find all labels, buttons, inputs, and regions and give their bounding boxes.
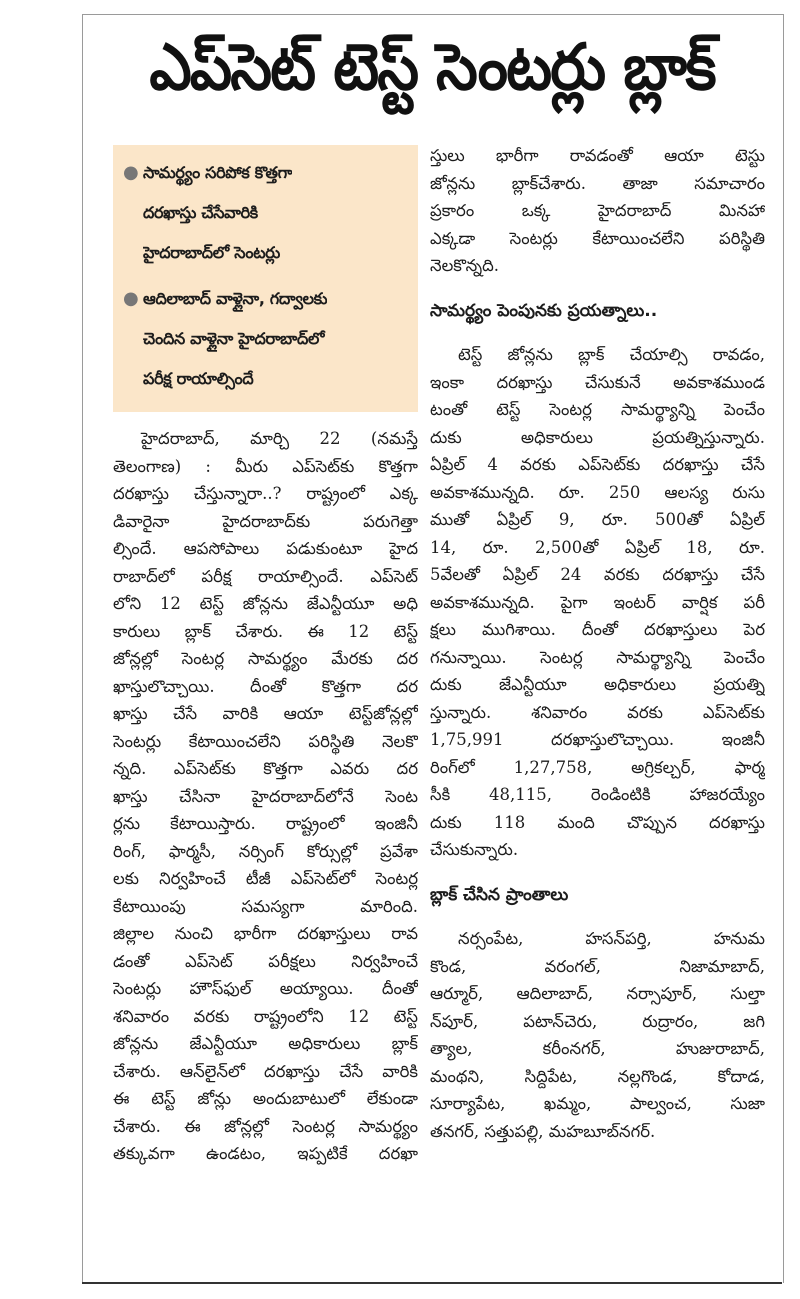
text-line: 1,75,991 దరఖాస్తులొచ్చాయి. ఇంజినీ [430,730,765,749]
text-line: కేటాయింపు సమస్యగా మారింది. [113,896,418,916]
text-line: న్నది. ఎప్‌సెట్‌కు కొత్తగా ఎవరు దర [113,759,418,778]
text-line: ఖాస్తు చేసే వారికి ఆయా టెస్ట్‌జోన్లల్లో [113,704,418,723]
left-column [113,425,418,1168]
text-line: నర్సంపేట, హసన్‌పర్తి, హనుమ [458,929,765,948]
text-line: తనగర్, సత్తుపల్లి, మహబూబ్‌నగర్. [430,1121,656,1141]
right-mid-paragraph [430,341,765,864]
text-line: ల్సిందే. ఆపసోపాలు పడుకుంటూ హైద [113,539,418,558]
text-line: జోన్లను జేఎన్టీయూ అధికారులు బ్లాక్ [113,1034,418,1053]
text-line: ఆర్మూర్, ఆదిలాబాద్, నర్సాపూర్, సుల్తా [430,984,765,1003]
bullet-icon: ● [123,162,139,183]
highlight-line: చెందిన వాళ్లైనా హైదరాబాద్‌లో [143,329,325,348]
text-line: కారులు బ్లాక్ చేశారు. ఈ 12 టెస్ట్ [113,621,418,641]
bottom-rule [82,1282,782,1284]
text-line: ప్రకారం ఒక్క హైదరాబాద్ మినహా [430,201,765,220]
text-line: ఖాస్తులొచ్చాయి. దీంతో కొత్తగా దర [113,676,418,696]
text-line: ఏప్రిల్ 4 వరకు ఎప్‌సెట్‌కు దరఖాస్తు చేసే [430,455,765,474]
text-line: ఇంకా దరఖాస్తు చేసుకునే అవకాశముండ [430,372,765,392]
subheading-blocked-areas: బ్లాక్ చేసిన ప్రాంతాలు [430,884,569,905]
text-line: రింగ్‌లో 1,27,758, అగ్రికల్చర్, ఫార్మ [430,757,765,777]
text-line: తెలంగాణ) : మీరు ఎప్‌సెట్‌కు కొత్తగా [113,456,418,476]
highlight-item [123,153,408,273]
text-line: జోన్లను బ్లాక్‌చేశారు. తాజా సమాచారం [430,173,765,193]
highlight-line: దరఖాస్తు చేసేవారికి [143,203,258,222]
text-line: నెలకొన్నది. [430,256,499,275]
text-line: మంథని, సిద్దిపేట, నల్లగొండ, కోదాడ, [430,1066,765,1086]
highlight-line: హైదరాబాద్‌లో సెంటర్లు [143,243,281,262]
highlight-box [113,145,418,412]
text-line: చేశారు. ఈ జోన్లల్లో సెంటర్ల సామర్థ్యం [113,1116,418,1136]
text-line: టంతో టెస్ట్ సెంటర్ల సామర్థ్యాన్ని పెంచేం [430,400,765,419]
text-line: గనున్నాయి. సెంటర్ల సామర్థ్యాన్ని పెంచేం [430,647,765,667]
text-line: ఎక్కడా సెంటర్లు కేటాయించలేని పరిస్థితి [430,228,765,248]
text-line: చేశారు. ఆన్‌లైన్‌లో దరఖాస్తు చేసే వారికి [113,1061,418,1081]
text-line: దుకు 118 మంది చొప్పున దరఖాస్తు [430,812,765,832]
right-bottom-paragraph [430,925,765,1145]
text-line: అవకాశమున్నది. పైగా ఇంటర్ వార్షిక పరీ [430,592,765,612]
highlight-item [123,279,408,399]
text-line: జోన్లల్లో సెంటర్ల సామర్థ్యం మేరకు దర [113,649,418,668]
highlight-line: సామర్థ్యం సరిపోక కొత్తగా [143,163,293,182]
highlight-line: పరీక్ష రాయాల్సిందే [143,369,254,388]
text-line: స్తులు భారీగా రావడంతో ఆయా టెస్టు [430,146,765,165]
text-line: క్షలు ముగిశాయి. దీంతో దరఖాస్తులు పెర [430,620,765,639]
text-line: లకు నిర్వహించే టీజీ ఎప్‌సెట్‌లో సెంటర్ల [113,869,418,888]
text-line: ఈ టెస్ట్ జోన్లు అందుబాటులో లేకుండా [113,1089,418,1108]
text-line: సెంటర్లు హౌస్‌ఫుల్ అయ్యాయి. దీంతో [113,979,418,998]
text-line: శనివారం వరకు రాష్ట్రంలోని 12 టెస్ట్ [113,1006,418,1026]
text-line: స్తున్నారు. శనివారం వరకు ఎప్‌సెట్‌కు [430,702,765,722]
text-line: టెస్ట్ జోన్లను బ్లాక్ చేయాల్సి రావడం, [458,345,765,364]
headline: ఎప్‌సెట్ టెస్ట్ సెంటర్లు బ్లాక్ [149,30,715,105]
text-line: సెంటర్లు కేటాయించలేని పరిస్థితి నెలకొ [113,731,418,751]
text-line: ముతో ఏప్రిల్ 9, రూ. 500తో ఏప్రిల్ [430,510,765,529]
text-line: సీకి 48,115, రెండింటికి హాజరయ్యేం [430,785,765,804]
text-line: చేసుకున్నారు. [430,840,519,859]
text-line: జిల్లాల నుంచి భారీగా దరఖాస్తులు రావ [113,924,418,943]
subheading-efforts: సామర్థ్యం పెంపునకు ప్రయత్నాలు.. [430,300,658,321]
text-line: అవకాశమున్నది. రూ. 250 ఆలస్య రుసు [430,482,765,502]
right-top-paragraph [430,142,765,280]
highlight-line: ఆదిలాబాద్ వాళ్లైనా, గద్వాలకు [143,289,328,308]
text-line: రాబాద్‌లో పరీక్ష రాయాల్సిందే. ఎప్‌సెట్ [113,566,418,586]
text-line: 14, రూ. 2,500తో ఏప్రిల్ 18, రూ. [430,537,765,557]
text-line: తక్కువగా ఉండటం, ఇప్పటికే దరఖా [113,1144,418,1163]
right-column [430,142,765,1145]
text-line: దుకు జేఎన్టీయూ అధికారులు ప్రయత్ని [430,675,765,694]
text-line: డంతో ఎప్‌సెట్ పరీక్షలు నిర్వహించే [113,951,418,971]
text-line: ర్లను కేటాయిస్తారు. రాష్ట్రంలో ఇంజినీ [113,814,418,833]
text-line: దరఖాస్తు చేస్తున్నారా..? రాష్ట్రంలో ఎక్క [113,484,418,503]
text-line: దుకు అధికారులు ప్రయత్నిస్తున్నారు. [430,427,765,447]
text-line: త్యాల, కరీంనగర్, హుజురాబాద్, [430,1039,765,1058]
text-line: రింగ్, ఫార్మసీ, నర్సింగ్ కోర్సుల్లో ప్రవేశా [113,841,418,861]
text-line: ఖాస్తు చేసినా హైదరాబాద్‌లోనే సెంట [113,786,418,806]
text-line: కొండ, వరంగల్, నిజామాబాద్, [430,956,765,976]
text-line: 5వేలతో ఏప్రిల్ 24 వరకు దరఖాస్తు చేసే [430,565,765,584]
text-line: సూర్యాపేట, ఖమ్మం, పాల్వంచ, సుజా [430,1094,765,1113]
text-line: న్‌పూర్, పటాన్‌చెరు, రుద్రారం, జగి [430,1011,765,1031]
bullet-icon: ● [123,288,139,309]
text-line: హైదరాబాద్, మార్చి 22 (నమస్తే [141,429,418,448]
text-line: డివారైనా హైదరాబాద్‌కు పరుగెత్తా [113,511,418,531]
text-line: లోని 12 టెస్ట్ జోన్లను జేఎన్టీయూ అధి [113,594,418,613]
